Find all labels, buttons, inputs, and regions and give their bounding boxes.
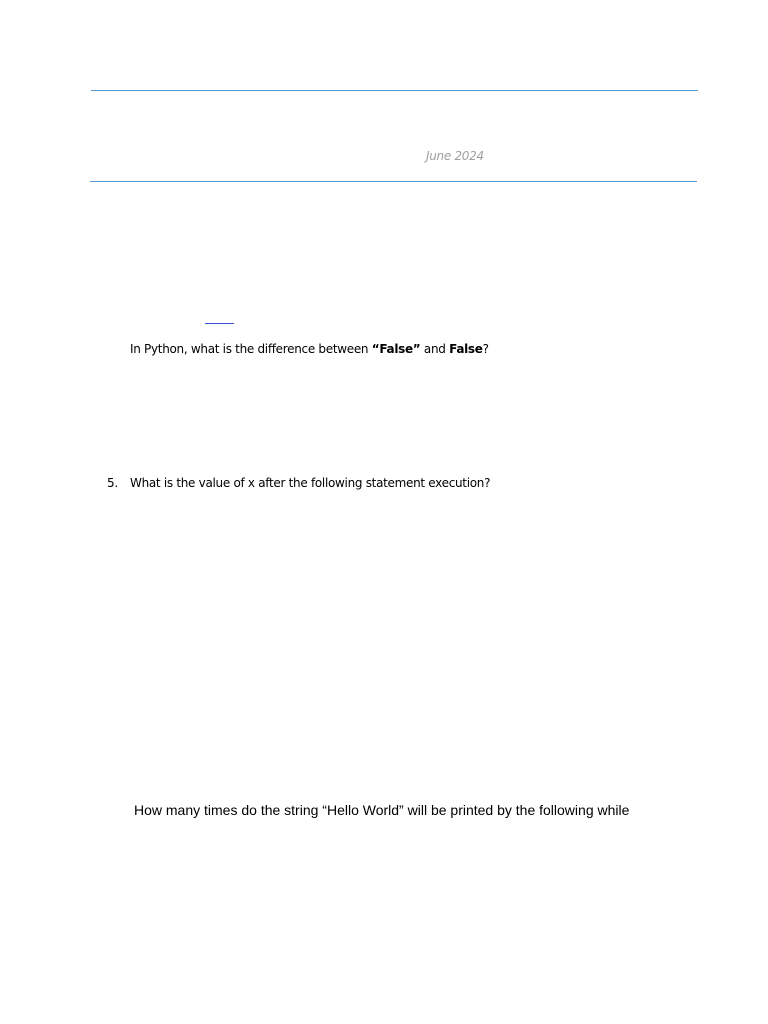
question-false-suffix: ? <box>482 342 489 356</box>
question-false-middle: and <box>420 342 450 356</box>
question-false-bold-keyword: False <box>449 342 483 356</box>
question-false-prefix: In Python, what is the difference between <box>130 342 372 356</box>
header-bottom-rule <box>90 181 697 182</box>
question-5-number: 5. <box>107 476 118 490</box>
question-false-bold-string: “False” <box>371 342 421 356</box>
header-top-rule <box>91 90 698 91</box>
hyperlink-underline[interactable] <box>205 323 234 324</box>
question-hello-world: How many times do the string “Hello World” will be printed by the following while <box>134 802 630 818</box>
question-false-difference <box>130 342 489 356</box>
header-date: June 2024 <box>426 149 484 163</box>
question-5-text: What is the value of x after the following statement execution? <box>130 476 491 490</box>
